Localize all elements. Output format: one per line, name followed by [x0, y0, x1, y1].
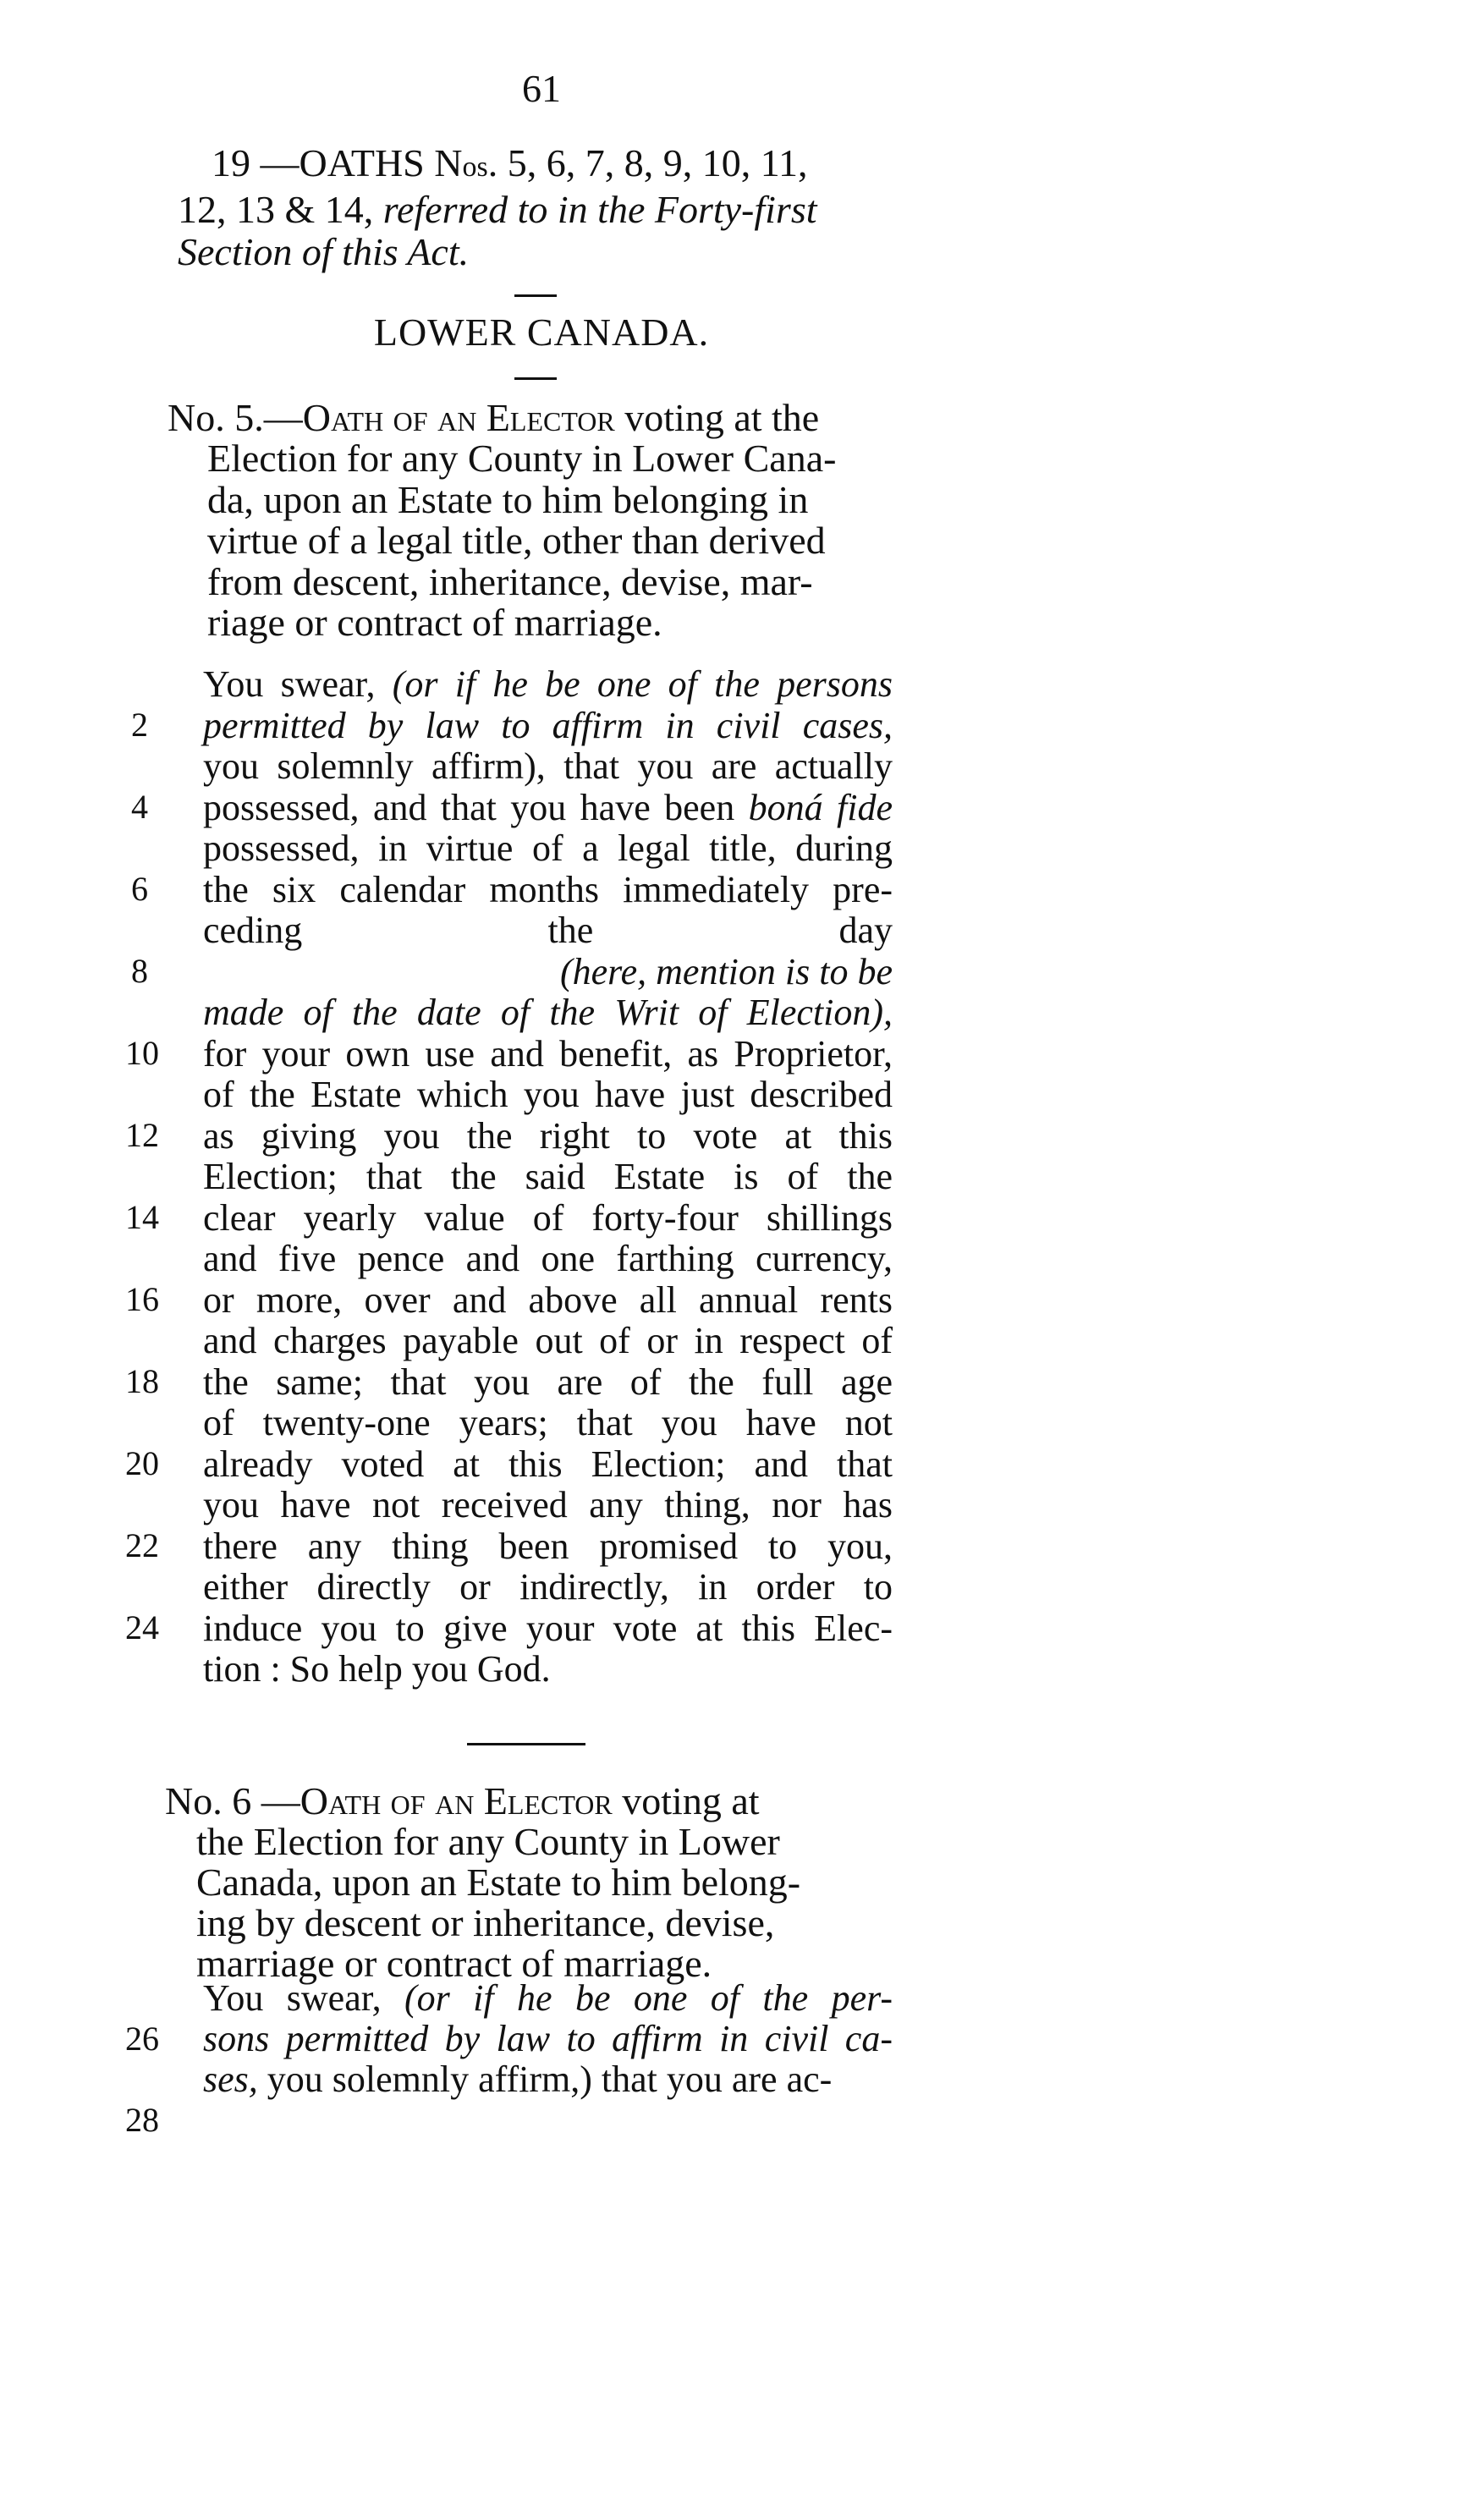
oath-5-body-text: and charges payable out of or in respect of: [203, 1320, 893, 1361]
section-divider: [467, 1743, 585, 1745]
oath-6-body-italic: sons permitted by law to affirm in civil ca-: [203, 2018, 893, 2059]
oath-6-body-text: you solemnly affirm,) that you are ac-: [257, 2059, 833, 2100]
oath-6-title-line-3: Canada, upon an Estate to him belong-: [196, 1861, 801, 1904]
oath-5-body-text: as giving you the right to vote at this: [203, 1114, 893, 1157]
oath-5-body-line: [203, 1567, 893, 1608]
oath-5-body-text: of the Estate which you have just described: [203, 1074, 893, 1115]
oath-5-body-italic: (here, mention is to be: [559, 950, 893, 992]
oath-5-body-line: [203, 1280, 893, 1321]
oath-5-body-line: [203, 1444, 893, 1485]
oath-5-body-line: [203, 1403, 893, 1443]
section-heading-line-1: 19 —OATHS Nos. 5, 6, 7, 8, 9, 10, 11,: [212, 141, 808, 184]
line-number: 16: [125, 1280, 159, 1318]
oath-5-title-line-1: No. 5.—Oath of an Elector voting at the: [168, 396, 820, 439]
oath-5-title-line-4: virtue of a legal title, other than derived: [207, 519, 826, 562]
oath-6-body-line: [203, 2019, 893, 2059]
line-number: 18: [125, 1362, 159, 1400]
section-heading: [178, 142, 931, 273]
oath-5-title-line-6: riage or contract of marriage.: [207, 601, 662, 644]
oath-5-body-line: [203, 1321, 893, 1361]
oath-5-body-line: [203, 1116, 893, 1157]
oath-5-body-text: You swear,: [203, 663, 393, 705]
oath-5-body-text: induce you to give your vote at this Elec-: [203, 1607, 893, 1649]
oath-5-body-line: [203, 1157, 893, 1197]
oath-5-title-line-5: from descent, inheritance, devise, mar-: [207, 559, 813, 603]
oath-5-body-line: [203, 788, 893, 828]
oath-5-body-text: Election; that the said Estate is of the: [203, 1156, 893, 1197]
oath-5-body-text: ceding the day: [203, 910, 893, 951]
oath-5-body-line: [203, 1034, 893, 1075]
oath-5-body-text: already voted at this Election; and that: [203, 1443, 893, 1485]
oath-5-body-line: [203, 1608, 893, 1649]
line-number: 28: [125, 2101, 159, 2139]
oath-5-title-line-2: Election for any County in Lower Cana-: [207, 437, 837, 480]
oath-5-body-line: [203, 870, 893, 910]
oath-5-body-line: [203, 1526, 893, 1567]
oath-6-body-text: You swear,: [203, 1977, 405, 2019]
oath-5-body-line: [203, 828, 893, 869]
oath-6-title-line-5: marriage or contract of marriage.: [196, 1942, 712, 1985]
oath-5-body-italic: made of the date of the Writ of Election),: [203, 992, 893, 1033]
line-number: 14: [125, 1198, 159, 1236]
oath-6-body-line: [203, 2059, 893, 2100]
oath-5-body-text: of twenty-one years; that you have not: [203, 1402, 893, 1443]
oath-5-body-line: [203, 992, 893, 1033]
oath-5-body-italic: permitted by law to affirm in civil cases,: [203, 704, 893, 746]
province-title: LOWER CANADA.: [373, 311, 710, 354]
line-number: 12: [125, 1116, 159, 1154]
line-number: 2: [131, 706, 148, 744]
short-rule-2: [514, 377, 557, 380]
oath-6-title: [165, 1781, 910, 1822]
oath-5-body-italic: boná fide: [748, 786, 893, 828]
oath-5-body-line: [203, 952, 893, 992]
oath-5-body-text: possessed, in virtue of a legal title, during: [203, 827, 893, 869]
oath-5-title-line-3: da, upon an Estate to him belonging in: [207, 477, 809, 521]
line-number: 26: [125, 2020, 159, 2058]
oath-5-body-text: there any thing been promised to you,: [203, 1525, 893, 1567]
oath-5-body-italic: (or if he be one of the persons: [392, 663, 893, 705]
page-number: 61: [522, 67, 561, 110]
line-number: 6: [131, 870, 148, 908]
oath-5-body-text: you solemnly affirm), that you are actually: [203, 745, 893, 787]
oath-5-body-line: [203, 664, 893, 705]
short-rule-1: [514, 294, 557, 297]
oath-5-body-text: clear yearly value of forty-four shillings: [203, 1196, 893, 1239]
oath-5-body-text: or more, over and above all annual rents: [203, 1278, 893, 1321]
oath-5-body-text: tion : So help you God.: [203, 1648, 551, 1690]
line-number: 8: [131, 952, 148, 990]
oath-5-body-text: possessed, and that you have been: [203, 786, 749, 828]
line-number: 22: [125, 1526, 159, 1564]
oath-5-body-line: [203, 1198, 893, 1239]
oath-6-title-line-2: the Election for any County in Lower: [196, 1820, 780, 1863]
oath-5-title: [168, 398, 912, 438]
oath-5-body-text: the same; that you are of the full age: [203, 1360, 893, 1403]
line-number: 4: [131, 788, 148, 826]
oath-5-body-line: [203, 706, 893, 746]
oath-6-body-line: [203, 1978, 893, 2019]
oath-5-body-line: [203, 1649, 893, 1690]
oath-5-body-line: [203, 746, 893, 787]
oath-6-title-line-1: No. 6 —Oath of an Elector voting at: [165, 1779, 760, 1822]
oath-5-body-line: [203, 1485, 893, 1525]
oath-6-title-line-4: ing by descent or inheritance, devise,: [196, 1901, 775, 1944]
oath-6-body-italic: ses,: [203, 2059, 258, 2100]
section-heading-line-2: 12, 13 & 14, referred to in the Forty-first: [178, 188, 817, 231]
section-heading-line-3: Section of this Act.: [178, 230, 470, 273]
oath-5-body-line: [203, 1362, 893, 1403]
oath-6-body-italic: (or if he be one of the per-: [404, 1977, 893, 2019]
line-number: 24: [125, 1608, 159, 1646]
oath-5-body-text: for your own use and benefit, as Proprietor,: [203, 1032, 893, 1075]
oath-5-body-line: [203, 1239, 893, 1279]
oath-5-body-text: and five pence and one farthing currency,: [203, 1238, 893, 1279]
line-number: 10: [125, 1034, 159, 1072]
oath-5-body-line: [203, 910, 893, 951]
line-number: 20: [125, 1444, 159, 1482]
oath-5-body-text: you have not received any thing, nor has: [203, 1484, 893, 1525]
oath-5-body-text: either directly or indirectly, in order to: [203, 1566, 893, 1608]
oath-5-body-line: [203, 1075, 893, 1115]
oath-5-body-text: the six calendar months immediately pre-: [203, 868, 893, 910]
